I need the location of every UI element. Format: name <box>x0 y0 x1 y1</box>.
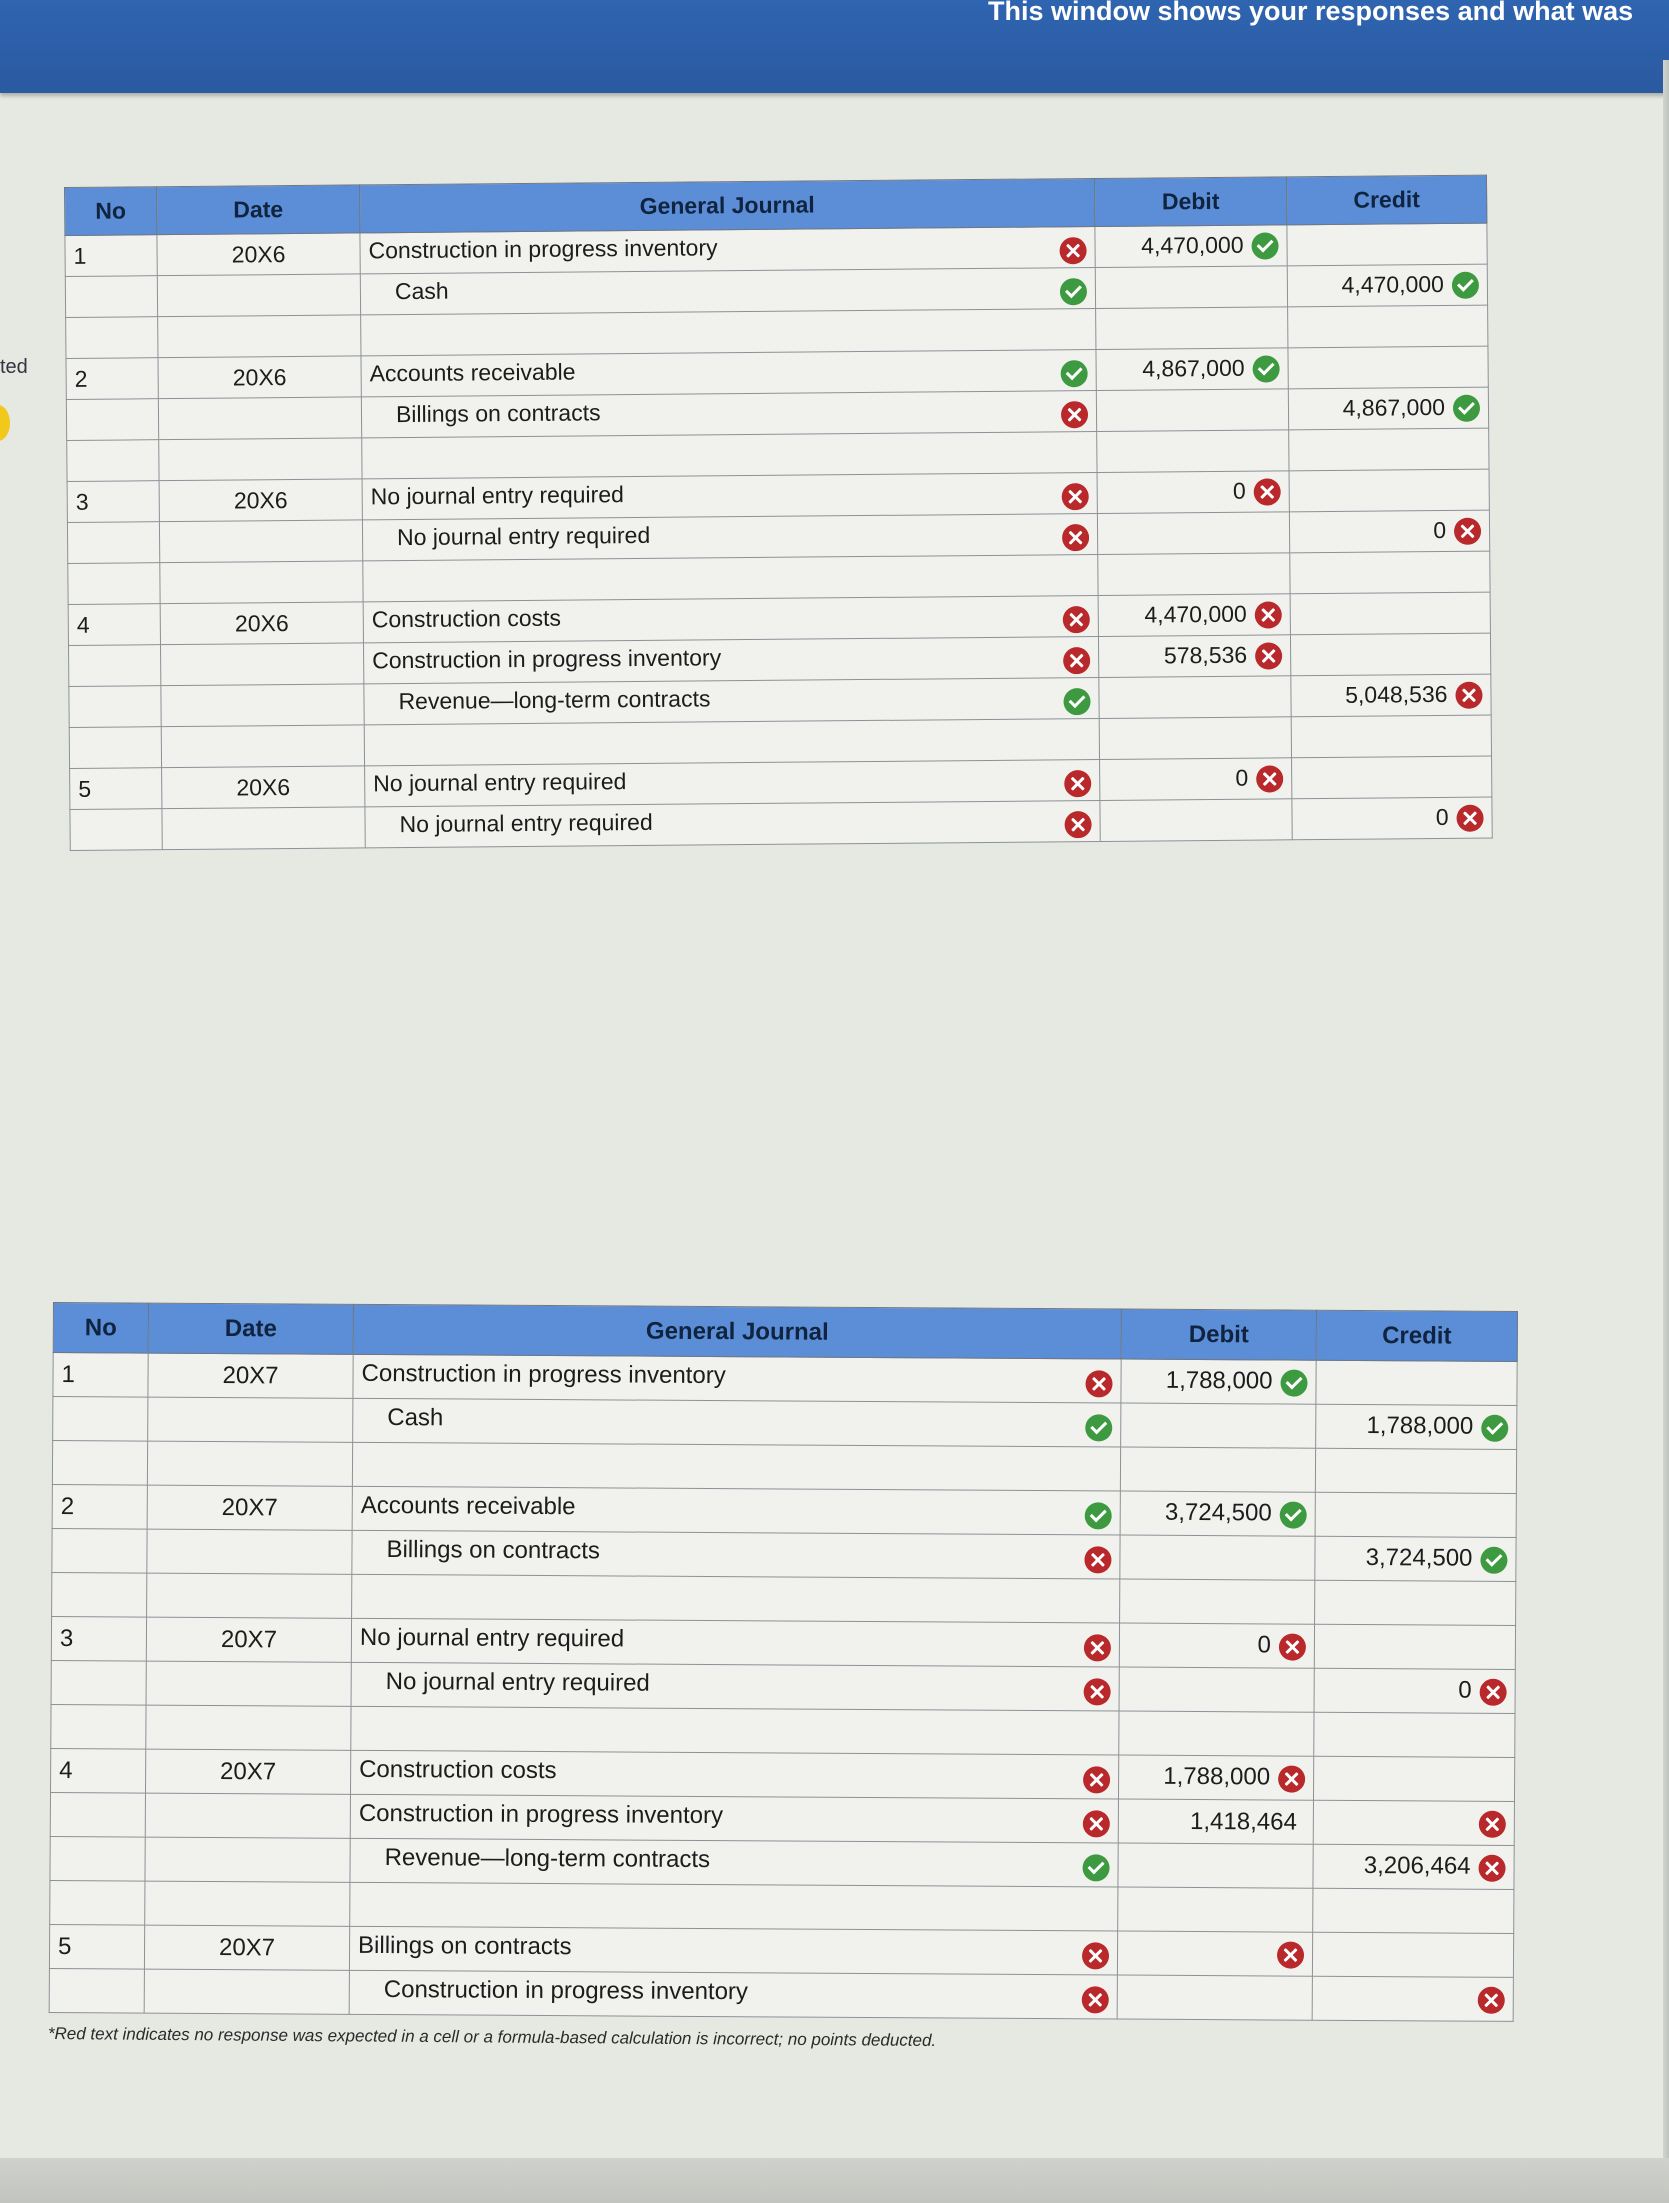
credit-cell[interactable] <box>1292 756 1492 799</box>
debit-amount: 578,536 <box>1163 641 1248 669</box>
x-circle-icon <box>1062 524 1089 551</box>
credit-amount: 5,048,536 <box>1345 680 1448 708</box>
debit-amount: 1,418,464 <box>1189 1807 1297 1836</box>
empty-cell <box>160 561 363 604</box>
x-circle-icon <box>1479 1810 1506 1837</box>
account-name: Construction in progress inventory <box>372 643 722 673</box>
empty-cell <box>1119 1711 1314 1756</box>
header-no: No <box>65 187 157 236</box>
x-circle-icon <box>1480 1678 1507 1705</box>
check-circle-icon <box>1063 688 1090 715</box>
debit-cell[interactable] <box>1118 1843 1313 1888</box>
debit-cell[interactable] <box>1100 799 1292 842</box>
account-name: Billings on contracts <box>357 1931 572 1961</box>
credit-cell[interactable] <box>1313 1844 1514 1889</box>
empty-cell <box>145 1881 350 1926</box>
x-circle-icon <box>1278 1765 1305 1792</box>
credit-amount: 4,867,000 <box>1342 393 1446 421</box>
debit-cell[interactable] <box>1096 389 1288 432</box>
credit-cell[interactable] <box>1313 1756 1514 1801</box>
entry-number <box>50 1792 145 1837</box>
account-cell[interactable] <box>350 1794 1118 1843</box>
empty-cell <box>1098 553 1290 596</box>
x-circle-icon <box>1063 647 1090 674</box>
x-circle-icon <box>1083 1766 1110 1793</box>
x-circle-icon <box>1059 237 1086 264</box>
entry-date[interactable] <box>148 1397 353 1442</box>
header-credit: Credit <box>1286 175 1486 225</box>
credit-cell[interactable] <box>1313 1800 1514 1845</box>
credit-cell[interactable] <box>1287 223 1487 266</box>
account-cell[interactable] <box>349 1926 1117 1975</box>
debit-amount: 4,470,000 <box>1141 231 1244 259</box>
header-credit: Credit <box>1316 1310 1517 1361</box>
entry-date[interactable]: 20X6 <box>157 233 360 276</box>
header-debit: Debit <box>1121 1309 1316 1360</box>
credit-cell[interactable] <box>1287 264 1487 307</box>
header-date: Date <box>157 185 360 235</box>
x-circle-icon <box>1082 1986 1109 2013</box>
debit-cell[interactable] <box>1095 266 1287 309</box>
empty-cell <box>50 1880 145 1925</box>
credit-amount: 0 <box>1458 1677 1472 1705</box>
account-name: Construction in progress inventory <box>383 1976 749 2006</box>
entry-number <box>51 1660 146 1705</box>
credit-cell[interactable] <box>1314 1624 1515 1669</box>
entry-date[interactable]: 20X6 <box>160 602 363 645</box>
check-circle-icon <box>1481 1414 1508 1441</box>
footnote: *Red text indicates no response was expected in a cell or a formula-based calculation is incorrect; no points deducted. <box>47 2024 937 2050</box>
account-cell[interactable] <box>351 1662 1119 1711</box>
account-name: No journal entry required <box>373 767 627 796</box>
bottom-strip <box>0 2158 1669 2203</box>
account-cell[interactable] <box>361 350 1096 397</box>
debit-cell[interactable] <box>1120 1535 1315 1580</box>
account-name: Accounts receivable <box>360 1491 576 1521</box>
credit-cell[interactable] <box>1290 633 1490 676</box>
debit-cell[interactable] <box>1098 635 1290 678</box>
empty-cell <box>1099 717 1291 760</box>
entry-number <box>52 1528 147 1573</box>
entry-date[interactable] <box>158 397 361 440</box>
x-circle-icon <box>1279 1633 1306 1660</box>
entry-date[interactable] <box>144 1969 349 2014</box>
debit-amount: 4,867,000 <box>1142 354 1245 382</box>
account-cell[interactable] <box>361 390 1096 437</box>
account-cell[interactable] <box>364 677 1099 724</box>
empty-cell <box>147 1441 352 1486</box>
empty-cell <box>1118 1887 1313 1932</box>
header-no: No <box>53 1303 148 1354</box>
check-circle-icon <box>1480 1546 1507 1573</box>
account-cell[interactable] <box>365 800 1100 847</box>
account-cell[interactable] <box>362 513 1097 560</box>
credit-cell[interactable] <box>1290 592 1490 635</box>
credit-cell[interactable] <box>1315 1536 1516 1581</box>
entry-number: 3 <box>51 1616 146 1661</box>
credit-amount: 1,788,000 <box>1366 1412 1474 1441</box>
entry-number: 1 <box>65 235 157 277</box>
empty-cell <box>51 1704 146 1749</box>
entry-date[interactable] <box>146 1661 351 1706</box>
header-debit: Debit <box>1094 177 1286 227</box>
account-name: Construction in progress inventory <box>361 1359 726 1390</box>
empty-cell <box>1313 1888 1514 1933</box>
empty-cell <box>1315 1448 1516 1493</box>
empty-cell <box>1097 430 1289 473</box>
empty-cell <box>146 1705 351 1750</box>
empty-cell <box>363 554 1098 601</box>
empty-cell <box>52 1572 147 1617</box>
credit-cell[interactable] <box>1288 387 1488 430</box>
account-name: Revenue—long-term contracts <box>398 684 711 714</box>
x-circle-icon <box>1063 606 1090 633</box>
empty-cell <box>67 440 159 482</box>
entry-number <box>50 1836 145 1881</box>
empty-cell <box>69 727 161 769</box>
empty-cell <box>1120 1579 1315 1624</box>
account-name: No journal entry required <box>396 521 651 550</box>
credit-amount: 3,206,464 <box>1363 1852 1471 1881</box>
debit-amount: 1,788,000 <box>1163 1763 1271 1791</box>
empty-cell <box>1120 1447 1315 1492</box>
x-circle-icon <box>1255 643 1282 670</box>
account-name: Construction in progress inventory <box>368 233 718 263</box>
debit-cell[interactable] <box>1095 225 1287 268</box>
empty-cell <box>147 1573 352 1618</box>
empty-cell <box>362 431 1097 478</box>
account-cell[interactable] <box>363 595 1098 642</box>
entry-number: 5 <box>70 768 162 810</box>
account-cell[interactable] <box>351 1618 1119 1667</box>
window-header-bar <box>0 0 1669 93</box>
check-circle-icon <box>1251 233 1278 260</box>
page-edge <box>1663 60 1669 2203</box>
empty-cell <box>364 718 1099 765</box>
side-status-label: ted <box>0 356 28 378</box>
account-cell[interactable] <box>362 472 1097 519</box>
x-circle-icon <box>1456 805 1483 832</box>
x-circle-icon <box>1084 1546 1111 1573</box>
empty-cell <box>1289 428 1489 471</box>
empty-cell <box>352 1442 1120 1491</box>
journal-header-row <box>53 1303 1517 1362</box>
check-circle-icon <box>1060 278 1087 305</box>
x-circle-icon <box>1082 1942 1109 1969</box>
debit-cell[interactable] <box>1098 594 1290 637</box>
entry-date[interactable] <box>161 684 364 727</box>
check-circle-icon <box>1280 1501 1307 1528</box>
entry-date[interactable] <box>157 274 360 317</box>
entry-number <box>69 686 161 728</box>
debit-cell[interactable] <box>1121 1403 1316 1448</box>
account-cell[interactable] <box>363 636 1098 683</box>
entry-date[interactable] <box>160 643 363 686</box>
empty-cell <box>52 1441 147 1486</box>
entry-number <box>65 276 157 318</box>
entry-date[interactable]: 20X7 <box>147 1485 352 1530</box>
credit-cell[interactable] <box>1314 1668 1515 1713</box>
credit-amount: 3,724,500 <box>1365 1544 1473 1573</box>
entry-date[interactable]: 20X7 <box>148 1353 353 1398</box>
empty-cell <box>68 563 160 605</box>
account-cell[interactable] <box>360 227 1095 274</box>
check-circle-icon <box>1082 1854 1109 1881</box>
x-circle-icon <box>1478 1986 1505 2013</box>
x-circle-icon <box>1064 770 1091 797</box>
check-circle-icon <box>1453 395 1480 422</box>
x-circle-icon <box>1277 1941 1304 1968</box>
account-cell[interactable] <box>353 1354 1121 1403</box>
empty-cell <box>1291 715 1491 758</box>
entry-number: 4 <box>51 1748 146 1793</box>
entry-number <box>67 522 159 564</box>
entry-number: 3 <box>67 481 159 523</box>
account-cell[interactable] <box>353 1398 1121 1447</box>
x-circle-icon <box>1454 518 1481 545</box>
debit-amount: 1,788,000 <box>1165 1367 1273 1395</box>
x-circle-icon <box>1256 766 1283 793</box>
credit-amount: 4,470,000 <box>1341 270 1445 298</box>
debit-cell[interactable] <box>1118 1755 1313 1800</box>
debit-cell[interactable] <box>1099 676 1291 719</box>
check-circle-icon <box>1061 360 1088 387</box>
check-circle-icon <box>1085 1414 1112 1441</box>
entry-date[interactable] <box>162 807 365 850</box>
account-cell[interactable] <box>350 1750 1118 1799</box>
debit-cell[interactable] <box>1117 1931 1312 1976</box>
debit-cell[interactable] <box>1117 1975 1312 2020</box>
check-circle-icon <box>1253 356 1280 383</box>
entry-date[interactable]: 20X7 <box>146 1749 351 1794</box>
check-circle-icon <box>1085 1502 1112 1529</box>
empty-cell <box>1315 1580 1516 1625</box>
credit-cell[interactable] <box>1316 1360 1517 1405</box>
credit-cell[interactable] <box>1312 1976 1513 2021</box>
journal-row <box>49 1968 1513 2021</box>
x-circle-icon <box>1084 1634 1111 1661</box>
empty-cell <box>66 317 158 359</box>
credit-cell[interactable] <box>1315 1492 1516 1537</box>
account-name: Construction costs <box>359 1755 557 1785</box>
entry-number <box>69 645 161 687</box>
x-circle-icon <box>1061 401 1088 428</box>
entry-number: 4 <box>68 604 160 646</box>
check-circle-icon <box>1452 272 1479 299</box>
entry-number <box>66 399 158 441</box>
debit-amount: 3,724,500 <box>1164 1499 1272 1527</box>
debit-cell[interactable] <box>1118 1799 1313 1844</box>
empty-cell <box>351 1706 1119 1755</box>
x-circle-icon <box>1085 1370 1112 1397</box>
account-name: Construction in progress inventory <box>358 1799 724 1830</box>
entry-number <box>70 809 162 851</box>
journal-table-20x6 <box>64 175 1493 851</box>
account-cell[interactable] <box>365 759 1100 806</box>
account-name: No journal entry required <box>359 1623 625 1653</box>
account-cell[interactable] <box>352 1486 1120 1535</box>
empty-cell <box>352 1574 1120 1623</box>
window-header-text: This window shows your responses and what was <box>988 0 1634 26</box>
entry-number: 2 <box>52 1484 147 1529</box>
account-cell[interactable] <box>360 268 1095 315</box>
entry-number <box>53 1397 148 1442</box>
x-circle-icon <box>1254 479 1281 506</box>
entry-date[interactable] <box>145 1837 350 1882</box>
empty-cell <box>1314 1712 1515 1757</box>
credit-cell[interactable] <box>1312 1932 1513 1977</box>
entry-date[interactable] <box>147 1529 352 1574</box>
account-name: No journal entry required <box>385 1668 650 1697</box>
empty-cell <box>161 725 364 768</box>
entry-number: 5 <box>49 1924 144 1969</box>
debit-amount: 0 <box>1235 764 1249 791</box>
account-cell[interactable] <box>350 1838 1118 1887</box>
debit-amount: 4,470,000 <box>1144 600 1247 628</box>
credit-amount: 0 <box>1435 803 1449 830</box>
account-name: Billings on contracts <box>395 398 601 427</box>
debit-cell[interactable] <box>1119 1667 1314 1712</box>
journal-table-20x7 <box>49 1302 1518 2022</box>
x-circle-icon <box>1455 682 1482 709</box>
entry-date[interactable] <box>159 520 362 563</box>
account-name: Cash <box>387 1404 444 1432</box>
debit-cell[interactable] <box>1119 1623 1314 1668</box>
debit-cell[interactable] <box>1120 1491 1315 1536</box>
debit-cell[interactable] <box>1121 1359 1316 1404</box>
header-date: Date <box>148 1303 353 1354</box>
credit-cell[interactable] <box>1292 797 1492 840</box>
x-circle-icon <box>1084 1678 1111 1705</box>
debit-cell[interactable] <box>1096 348 1288 391</box>
empty-cell <box>1290 551 1490 594</box>
entry-date[interactable]: 20X6 <box>159 479 362 522</box>
empty-cell <box>158 315 361 358</box>
entry-date[interactable]: 20X7 <box>144 1925 349 1970</box>
empty-cell <box>361 309 1096 356</box>
account-name: Cash <box>394 277 449 304</box>
credit-amount: 0 <box>1433 516 1447 543</box>
entry-number: 2 <box>66 358 158 400</box>
empty-cell <box>159 438 362 481</box>
empty-cell <box>1096 307 1288 350</box>
debit-cell[interactable] <box>1100 758 1292 801</box>
account-name: Construction costs <box>371 604 562 632</box>
credit-cell[interactable] <box>1291 674 1491 717</box>
account-cell[interactable] <box>349 1970 1117 2019</box>
debit-cell[interactable] <box>1097 471 1289 514</box>
entry-date[interactable]: 20X6 <box>162 766 365 809</box>
credit-cell[interactable] <box>1316 1404 1517 1449</box>
debit-amount: 0 <box>1257 1631 1272 1659</box>
credit-cell[interactable] <box>1288 346 1488 389</box>
entry-date[interactable]: 20X6 <box>158 356 361 399</box>
x-circle-icon <box>1083 1810 1110 1837</box>
account-name: No journal entry required <box>399 808 653 837</box>
x-circle-icon <box>1064 811 1091 838</box>
debit-cell[interactable] <box>1097 512 1289 555</box>
entry-number <box>49 1968 144 2013</box>
x-circle-icon <box>1062 483 1089 510</box>
debit-amount: 0 <box>1232 477 1246 504</box>
account-cell[interactable] <box>352 1530 1120 1579</box>
entry-date[interactable]: 20X7 <box>146 1617 351 1662</box>
entry-number: 1 <box>53 1353 148 1398</box>
side-indicator-dot <box>0 405 10 441</box>
x-circle-icon <box>1478 1854 1505 1881</box>
account-name: Revenue—long-term contracts <box>384 1844 711 1874</box>
empty-cell <box>350 1882 1118 1931</box>
check-circle-icon <box>1280 1369 1307 1396</box>
header-general-journal: General Journal <box>353 1304 1121 1359</box>
header-general-journal: General Journal <box>359 179 1094 233</box>
account-name: Billings on contracts <box>386 1536 601 1565</box>
account-name: No journal entry required <box>370 480 624 509</box>
credit-cell[interactable] <box>1289 510 1489 553</box>
empty-cell <box>1288 305 1488 348</box>
entry-date[interactable] <box>145 1793 350 1838</box>
credit-cell[interactable] <box>1289 469 1489 512</box>
account-name: Accounts receivable <box>369 358 576 386</box>
x-circle-icon <box>1255 602 1282 629</box>
